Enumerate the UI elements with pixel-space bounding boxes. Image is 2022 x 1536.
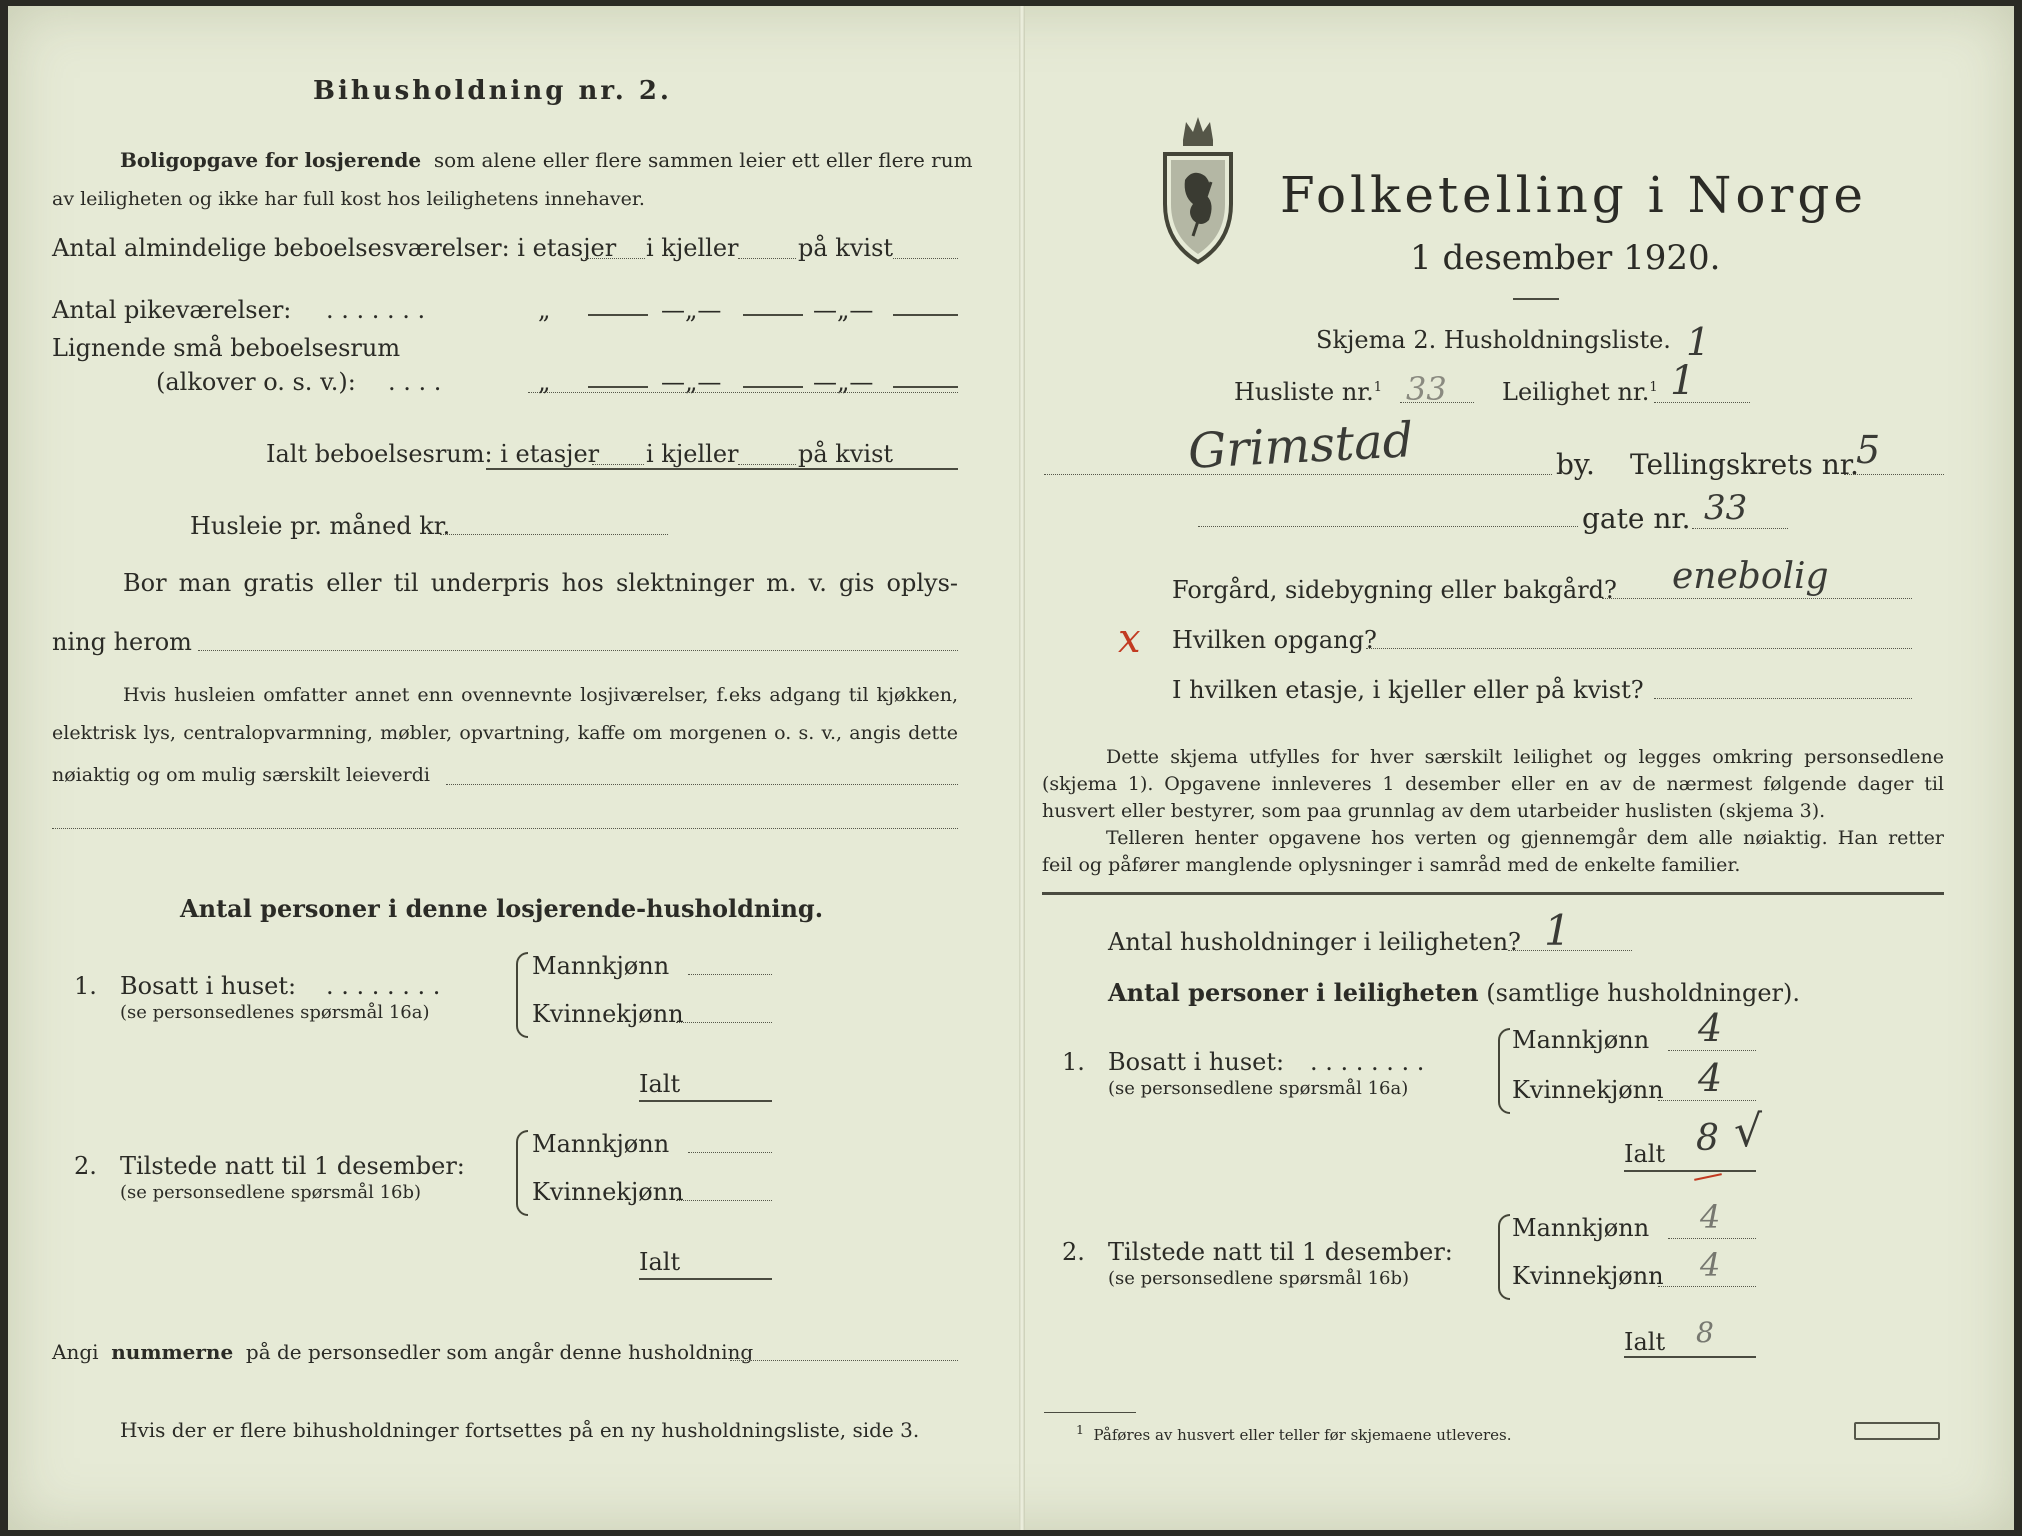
left-q1-kvinne-label: Kvinnekjønn [532,1000,684,1028]
right-q2-ialt-label: Ialt [1624,1328,1666,1356]
small-rooms-ditto-2: —„— [661,368,722,396]
ialt-rooms-etasjer-field[interactable] [592,464,644,465]
krets-value[interactable]: 5 [1856,428,1881,472]
printer-stamp-icon [1854,1422,1940,1440]
gate-value[interactable]: 33 [1704,488,1748,528]
leilighet-field[interactable] [1654,402,1750,403]
forgard-label: Forgård, sidebygning eller bakgård? [1172,576,1617,604]
rent-label: Husleie pr. måned kr. [190,512,451,540]
instruction-line-3: husvert eller bestyrer, som paa grunnlag av dem utarbeider huslisten (skjema 3). [1042,800,1826,822]
gratis-line-2: ning herom [52,628,192,656]
opgang-label: Hvilken opgang? [1172,626,1377,654]
forgard-field[interactable] [1602,598,1912,599]
left-q2-ialt-label: Ialt [639,1248,681,1276]
right-q2-mann-label: Mannkjønn [1512,1214,1650,1242]
right-q2-mann-value[interactable]: 4 [1700,1198,1721,1236]
left-q2-brace [516,1130,528,1216]
extra-field-2[interactable] [52,828,958,829]
intro-line-2: av leiligheten og ikke har full kost hos leilighetens innehaver. [52,188,645,210]
footnote: $^1$ Påføres av husvert eller teller før skjemaene utleveres. [1076,1422,1512,1444]
pike-ditto-2: —„— [661,296,722,324]
left-q1-dots: . . . . . . . . [326,972,441,1000]
right-q1-number: 1. [1062,1048,1085,1076]
angi-field[interactable] [730,1360,958,1361]
right-q1-kvinne-label: Kvinnekjønn [1512,1076,1664,1104]
instruction-line-5: feil og påfører manglende oplysninger i samråd med de enkelte familier. [1042,854,1741,876]
ialt-rooms-underline [486,468,958,470]
hush-value[interactable]: 1 [1544,906,1571,955]
right-q1-brace [1498,1028,1510,1114]
title-rule [1513,298,1559,300]
ialt-rooms-kjeller-field[interactable] [738,464,796,465]
left-q2-ialt-field[interactable] [639,1278,772,1280]
gate-street-field[interactable] [1198,526,1578,527]
husliste-label: Husliste nr.$^1$ [1234,378,1383,406]
intro-line-1: Boligopgave for losjerende som alene eller flere sammen leier ett eller flere rum [120,148,973,172]
pike-label: Antal pikeværelser: [52,296,292,324]
right-q1-ialt-label: Ialt [1624,1140,1666,1168]
small-rooms-ditto: „ [538,368,551,396]
left-q2-mann-field[interactable] [688,1152,772,1153]
right-q1-mann-field[interactable] [1668,1050,1756,1051]
left-persons-heading: Antal personer i denne losjerende-husholdning. [180,894,824,923]
by-label: by. [1556,448,1595,481]
left-footer: Hvis der er flere bihusholdninger fortsettes på en ny husholdningsliste, side 3. [120,1418,920,1442]
right-title: Folketelling i Norge [1280,166,1867,224]
small-rooms-label-1: Lignende små beboelsesrum [52,334,401,362]
pike-kjeller-field[interactable] [743,314,803,316]
instruction-line-2: (skjema 1). Opgavene innleveres 1 desember eller en av de nærmest følgende dager til [1042,773,1944,795]
left-q2-kvinne-field[interactable] [676,1200,772,1201]
ialt-rooms-label: Ialt beboelsesrum: i etasjer [266,440,600,468]
schema-mark: 1 [1686,320,1711,364]
left-title: Bihusholdning nr. 2. [313,76,672,106]
right-q1-mann-label: Mannkjønn [1512,1026,1650,1054]
krets-field[interactable] [1844,474,1944,475]
norwegian-coat-of-arms-icon [1153,112,1243,272]
left-q1-ialt-field[interactable] [639,1100,772,1102]
city-value[interactable]: Grimstad [1186,412,1415,480]
small-rooms-label-2: (alkover o. s. v.): [156,368,356,396]
krets-label: Tellingskrets nr. [1630,448,1859,481]
left-q2-label: Tilstede natt til 1 desember: [120,1152,465,1180]
gate-label: gate nr. [1582,502,1691,535]
right-q2-ialt-field[interactable] [1624,1356,1756,1358]
extra-line-3: nøiaktig og om mulig særskilt leieverdi [52,764,430,786]
ialt-rooms-kjeller-label: i kjeller [646,440,739,468]
right-q2-ialt-value[interactable]: 8 [1696,1316,1714,1349]
small-rooms-underline [528,392,958,393]
small-rooms-ditto-3: —„— [813,368,874,396]
left-q1-kvinne-field[interactable] [676,1022,772,1023]
etasje-field[interactable] [1654,698,1912,699]
forgard-value[interactable]: enebolig [1672,556,1829,597]
city-field[interactable] [1044,474,1552,475]
left-q1-sub: (se personsedlenes spørsmål 16a) [120,1002,430,1023]
right-q1-ialt-value[interactable]: 8 [1696,1118,1719,1159]
right-q2-kvinne-value[interactable]: 4 [1700,1246,1721,1284]
gate-number-field[interactable] [1692,528,1788,529]
leilighet-label: Leilighet nr.$^1$ [1502,378,1658,406]
check-mark-icon: √ [1734,1106,1763,1157]
extra-line-2: elektrisk lys, centralopvarmning, møbler, opvartning, kaffe om morgenen o. s. v., angis dette [52,722,958,744]
census-form-sheet [8,6,2014,1530]
right-q2-kvinne-field[interactable] [1658,1286,1756,1287]
left-q2-number: 2. [74,1152,97,1180]
pike-ditto-3: —„— [813,296,874,324]
small-rooms-dots: . . . . [388,368,442,396]
small-rooms-kvist-field[interactable] [893,386,958,388]
rooms-kvist-label: på kvist [798,234,894,262]
pike-ditto: „ [538,296,551,324]
angi-line: Angi nummerne på de personsedler som angår denne husholdning [52,1340,754,1364]
right-q2-mann-field[interactable] [1668,1238,1756,1239]
extra-line-1: Hvis husleien omfatter annet enn ovennevnte losjiværelser, f.eks adgang til kjøkken, [123,684,958,706]
right-q2-number: 2. [1062,1238,1085,1266]
left-q1-mann-field[interactable] [688,974,772,975]
gratis-field[interactable] [198,650,958,651]
small-rooms-kjeller-field[interactable] [743,386,803,388]
left-q1-ialt-label: Ialt [639,1070,681,1098]
right-q2-kvinne-label: Kvinnekjønn [1512,1262,1664,1290]
right-q1-kvinne-value[interactable]: 4 [1698,1056,1723,1100]
red-check-mark: x [1118,616,1141,662]
ialt-rooms-kvist-label: på kvist [798,440,894,468]
left-q1-label: Bosatt i huset: [120,972,297,1000]
pike-kvist-field[interactable] [893,314,958,316]
rooms-kjeller-field[interactable] [738,258,796,259]
rooms-label: Antal almindelige beboelsesværelser: i etasjer [52,234,617,262]
right-q1-label: Bosatt i huset: [1108,1048,1285,1076]
hush-label: Antal husholdninger i leiligheten? [1108,928,1521,956]
footnote-rule [1044,1412,1136,1413]
right-q1-sub: (se personsedlene spørsmål 16a) [1108,1078,1409,1099]
small-rooms-etasjer-field[interactable] [588,386,648,388]
right-q1-dots: . . . . . . . . [1310,1048,1425,1076]
left-q1-number: 1. [74,972,97,1000]
husliste-value[interactable]: 33 [1406,370,1447,408]
left-q1-mann-label: Mannkjønn [532,952,670,980]
instruction-line-1: Dette skjema utfylles for hver særskilt leilighet og legges omkring personsedlene [1106,746,1944,768]
opgang-field[interactable] [1366,648,1912,649]
schema-label: Skjema 2. Husholdningsliste. [1316,326,1671,354]
right-q2-sub: (se personsedlene spørsmål 16b) [1108,1268,1410,1289]
right-q1-ialt-field[interactable] [1624,1170,1756,1172]
page-fold [1019,6,1025,1530]
left-q1-brace [516,952,528,1038]
left-q2-kvinne-label: Kvinnekjønn [532,1178,684,1206]
gratis-line-1: Bor man gratis eller til underpris hos slektninger m. v. gis oplys- [123,569,958,597]
extra-field[interactable] [446,784,958,785]
left-q2-mann-label: Mannkjønn [532,1130,670,1158]
right-date: 1 desember 1920. [1410,238,1721,278]
rooms-kjeller-label: i kjeller [646,234,739,262]
pike-dots: . . . . . . . [326,296,426,324]
leilighet-value[interactable]: 1 [1670,358,1696,404]
left-q2-sub: (se personsedlene spørsmål 16b) [120,1182,422,1203]
right-persons-heading: Antal personer i leiligheten (samtlige husholdninger). [1108,978,1801,1007]
rent-field[interactable] [440,534,668,535]
right-q2-label: Tilstede natt til 1 desember: [1108,1238,1453,1266]
red-underline-mark [1694,1173,1722,1181]
rooms-etasjer-field[interactable] [585,258,645,259]
right-q1-kvinne-field[interactable] [1658,1100,1756,1101]
right-q1-mann-value[interactable]: 4 [1698,1006,1723,1050]
pike-etasjer-field[interactable] [588,314,648,316]
right-q2-brace [1498,1214,1510,1300]
rooms-kvist-field[interactable] [893,258,958,259]
etasje-label: I hvilken etasje, i kjeller eller på kvist? [1172,676,1644,704]
instruction-rule [1042,892,1944,895]
instruction-line-4: Telleren henter opgavene hos verten og gjennemgår dem alle nøiaktig. Han retter [1106,827,1944,849]
